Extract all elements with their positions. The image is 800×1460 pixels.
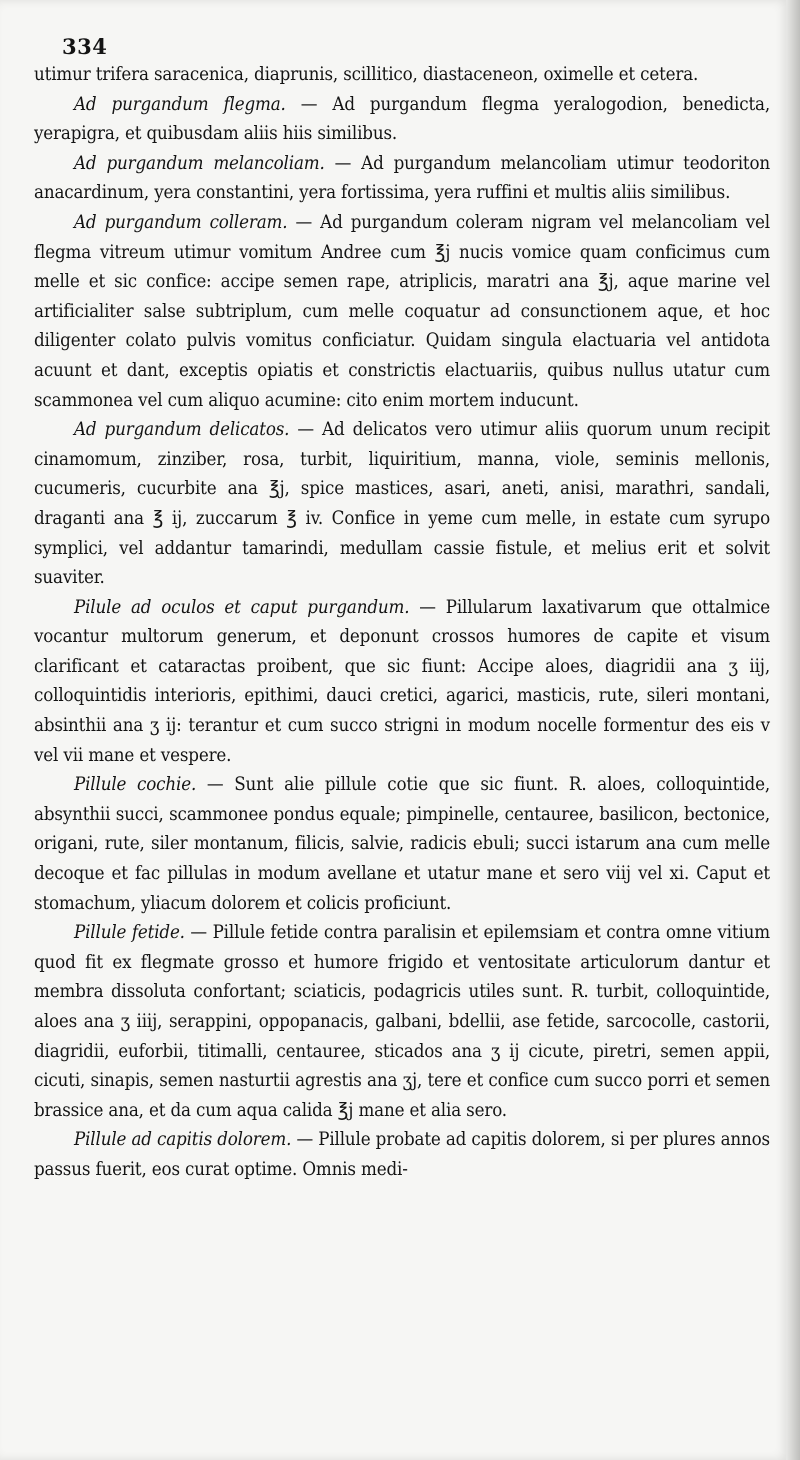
page-edge-shadow [786,0,800,1460]
paragraph-melancoliam [34,149,770,208]
paragraph-heading: Ad purgandum delicatos. [74,419,290,441]
paragraph-delicatos [34,415,770,593]
paragraph-pillule-fetide [34,918,770,1125]
paragraph-body: — Sunt alie pillule cotie que sic fiunt. R. aloes, colloquintide, absynthii succi, scammonee pondus equale; pimpinelle, centauree, basilicon, bectonice, origani, rute, siler montanum, filicis, salvie, radicis ebuli; succi istarum ana cum melle decoque et fac pillulas in modum avellane et utatur mane et sero viij vel xi. Caput et stomachum, yliacum dolorem et colicis proficiunt. [34,774,770,914]
paragraph-body: — Pillularum laxativarum que ottalmice vocantur multorum generum, et deponunt crossos humores de capite et visum clarificant et cataractas proibent, que sic fiunt: Accipe aloes, diagridii ana ʒ iij, colloquintidis interioris, epithimi, dauci cretici, agarici, masticis, rute, sileri montani, absinthii ana ʒ ij: terantur et cum succo strigni in modum nocelle formentur des eis v vel vii mane et vespere. [34,596,770,766]
paragraph-body: utimur trifera saracenica, diaprunis, scillitico, diastaceneon, oximelle et cetera. [34,64,699,85]
paragraph-flegma [34,90,770,149]
paragraph-heading: Pillule cochie. [74,774,197,796]
page-text [34,60,770,1185]
paragraph-heading: Pillule ad capitis dolorem. [74,1129,292,1151]
paragraph-pillule-cochie [34,770,770,918]
paragraph-continuation [34,60,770,90]
paragraph-body: — Ad purgandum coleram nigram vel melancoliam vel flegma vitreum utimur vomitum Andree cum ℥j nucis vomice quam conficimus cum melle et sic confice: accipe semen rape, atriplicis, maratri ana ℥j, aque marine vel artificialiter salse subtriplum, cum melle coquatur ad consunctionem aque, et hoc diligenter colato pulvis vomitus conficiatur. Quidam singula elactuaria vel antidota acuunt et dant, exceptis opiatis et constrictis elactuariis, quibus nullus utatur cum scammonea vel cum aliquo acumine: cito enim mortem inducunt. [34,211,770,411]
paragraph-body: — Pillule probate ad capitis dolorem, si per plures annos passus fuerit, eos curat optime. Omnis medi- [34,1129,770,1180]
paragraph-colleram [34,208,770,415]
paragraph-body: — Ad purgandum flegma yeralogodion, benedicta, yerapigra, et quibusdam aliis hiis similibus. [34,93,770,145]
paragraph-pilule-oculos [34,593,770,771]
book-page [34,34,770,1185]
paragraph-body: — Pillule fetide contra paralisin et epilemsiam et contra omne vitium quod fit ex flegmate grosso et humore frigido et ventositate articulorum dantur et membra dissoluta confortant; sciaticis, podagricis utiles sunt. R. turbit, colloquintide, aloes ana ʒ iiij, serappini, oppopanacis, galbani, bdellii, ase fetide, sarcocolle, castorii, diagridii, euforbii, titimalli, centauree, sticados ana ʒ ij cicute, piretri, semen appii, cicuti, sinapis, semen nasturtii agrestis ana ʒj, tere et confice cum succo porri et semen brassice ana, et da cum aqua calida ℥j mane et alia sero. [34,922,770,1121]
paragraph-heading: Ad purgandum melancoliam. [74,152,325,174]
paragraph-heading: Ad purgandum colleram. [74,211,288,233]
paragraph-body: — Ad purgandum melancoliam utimur teodoriton anacardinum, yera constantini, yera fortissima, yera ruffini et multis aliis similibus. [34,152,771,204]
paragraph-heading: Ad purgandum flegma. [74,93,286,115]
paragraph-heading: Pillule fetide. [74,922,185,944]
paragraph-pillule-capitis [34,1125,770,1184]
page-number: 334 [62,34,108,59]
paragraph-heading: Pilule ad oculos et caput purgandum. [74,596,410,618]
paragraph-body: — Ad delicatos vero utimur aliis quorum unum recipit cinamomum, zinziber, rosa, turbit, liquiritium, manna, viole, seminis mellonis, cucumeris, cucurbite ana ℥j, spice mastices, asari, aneti, anisi, marathri, sandali, draganti ana ℥ ij, zuccarum ℥ iv. Confice in yeme cum melle, in estate cum syrupo symplici, vel addantur tamarindi, medullam cassie fistule, et melius erit et solvit suaviter. [34,419,770,589]
